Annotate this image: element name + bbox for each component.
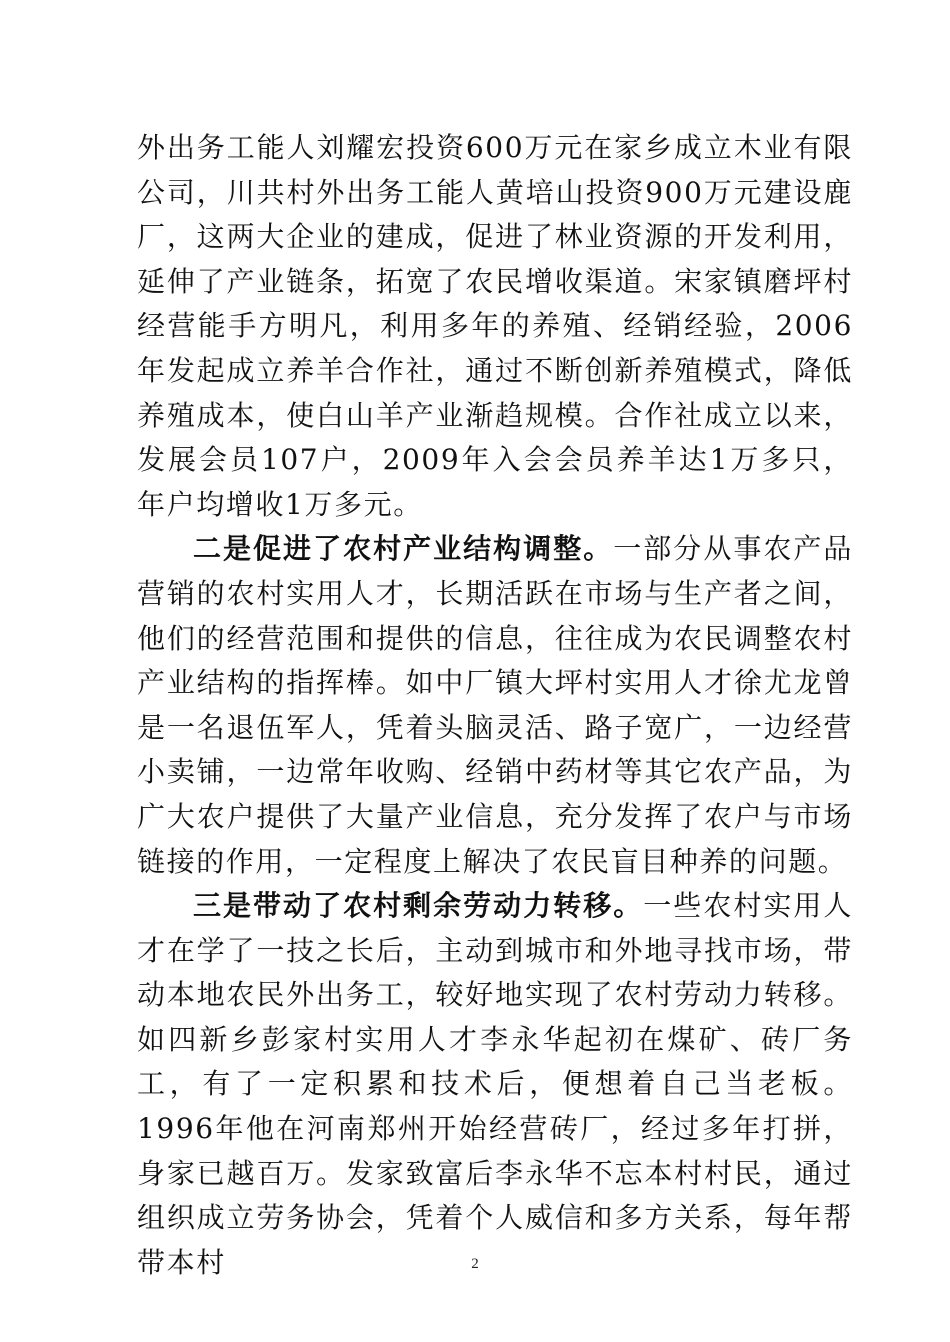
paragraph-2-text: 一部分从事农产品营销的农村实用人才，长期活跃在市场与生产者之间，他们的经营范围和提供的信息，往往成为农民调整农村产业结构的指挥棒。如中厂镇大坪村实用人才徐尤龙曾是一名退伍军人，凭着头脑灵活、路子宽广，一边经营小卖铺，一边常年收购、经销中药材等其它农产品，为广大农户提供了大量产业信息，充分发挥了农户与市场链接的作用，一定程度上解决了农民盲目种养的问题。 xyxy=(137,532,853,878)
paragraph-1 xyxy=(137,126,853,527)
document-body xyxy=(137,126,853,1285)
paragraph-3-lead: 三是带动了农村剩余劳动力转移。 xyxy=(193,889,644,923)
paragraph-1-text: 外出务工能人刘耀宏投资600万元在家乡成立木业有限公司，川共村外出务工能人黄培山投资900万元建设鹿厂，这两大企业的建成，促进了林业资源的开发利用，延伸了产业链条，拓宽了农民增收渠道。宋家镇磨坪村经营能手方明凡，利用多年的养殖、经销经验，2006年发起成立养羊合作社，通过不断创新养殖模式，降低养殖成本，使白山羊产业渐趋规模。合作社成立以来，发展会员107户，2009年入会会员养羊达1万多只，年户均增收1万多元。 xyxy=(137,131,853,521)
paragraph-2-lead: 二是促进了农村产业结构调整。 xyxy=(193,532,614,566)
paragraph-3-text: 一些农村实用人才在学了一技之长后，主动到城市和外地寻找市场，带动本地农民外出务工，较好地实现了农村劳动力转移。如四新乡彭家村实用人才李永华起初在煤矿、砖厂务工，有了一定积累和技术后，便想着自己当老板。1996年他在河南郑州开始经营砖厂，经过多年打拼，身家已越百万。发家致富后李永华不忘本村村民，通过组织成立劳务协会，凭着个人威信和多方关系，每年帮带本村 xyxy=(137,889,853,1279)
paragraph-3 xyxy=(137,884,853,1285)
paragraph-2 xyxy=(137,527,853,884)
page-number: 2 xyxy=(471,1256,479,1272)
